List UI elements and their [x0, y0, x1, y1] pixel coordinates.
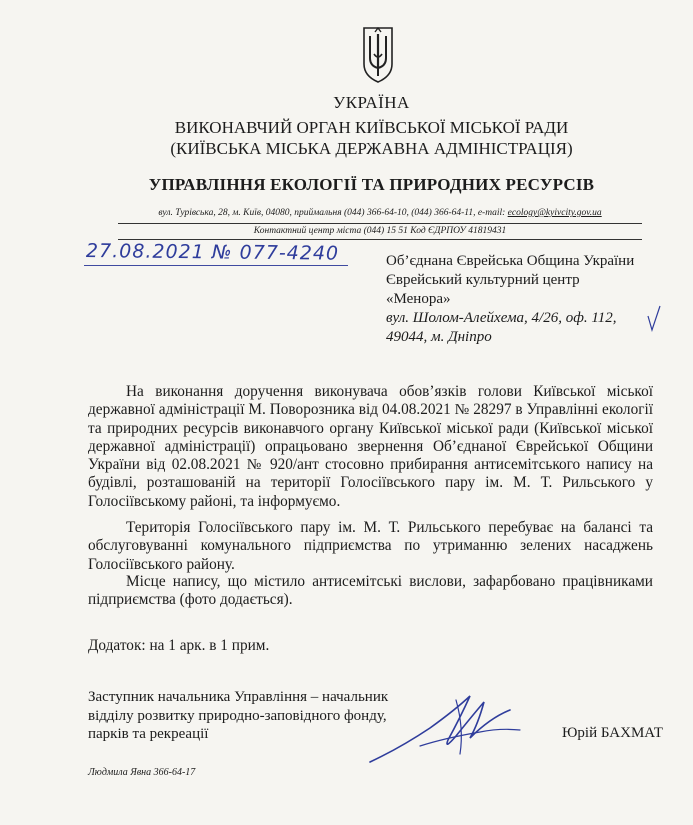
header-divider-1	[118, 223, 642, 224]
country-heading: УКРАЇНА	[333, 93, 410, 112]
addressee-city: 49044, м. Дніпро	[386, 329, 492, 345]
addressee-line2: Єврейський культурний центр	[386, 272, 580, 288]
signatory-title-line3: парків та рекреації	[88, 726, 209, 742]
trident-emblem-icon	[361, 24, 395, 84]
signatory-title	[88, 688, 388, 744]
contact-line-center: Контактний центр міста (044) 15 51 Код ЄДРПОУ 41819431	[253, 226, 507, 236]
registration-underline	[84, 265, 348, 266]
signatory-name: Юрій БАХМАТ	[562, 725, 663, 741]
body-paragraph-1: На виконання доручення виконувача обов’язків голови Київської міської державної адміністрації М. Поворозника від 04.08.2021 № 28297 в Управлінні екології та природних ресурсів виконавчого органу Київської міської ради (Київської міської державної адміністрації) опрацьовано звернення Об’єднаної Єврейської Общини України від 02.08.2021 № 920/ант стосовно прибирання антисемітського напису на будівлі, розташованій на території Голосіївського пару ім. М. Т. Рильського у Голосіївському районі, та інформуємо.	[88, 383, 653, 510]
contact-email-link[interactable]: ecology@kyivcity.gov.ua	[507, 208, 602, 218]
addressee-street: вул. Шолом-Алейхема, 4/26, оф. 112,	[386, 310, 617, 326]
attachment-note: Додаток: на 1 арк. в 1 прим.	[88, 637, 270, 654]
signatory-title-line1: Заступник начальника Управління – начальник	[88, 689, 389, 705]
addressee-line1: Об’єднана Єврейська Община України	[386, 253, 635, 269]
addressee-line3: «Менора»	[386, 291, 451, 307]
department-heading: УПРАВЛІННЯ ЕКОЛОГІЇ ТА ПРИРОДНИХ РЕСУРСІВ	[148, 175, 595, 194]
contact-line-address	[120, 208, 640, 218]
body-paragraph-2: Територія Голосіївського пару ім. М. Т. Рильського перебуває на балансі та обслуговуванні комунального підприємства по утриманню зелених насаджень Голосіївського району.	[88, 519, 653, 573]
contact-address-text: вул. Турівська, 28, м. Київ, 04080, приймальня (044) 366-64-10, (044) 366-64-11, e-mail:	[158, 208, 508, 218]
body-paragraph-3: Місце напису, що містило антисемітські вислови, зафарбовано працівниками підприємства (фото додається).	[88, 573, 653, 609]
organization-heading-line1: ВИКОНАВЧИЙ ОРГАН КИЇВСЬКОЇ МІСЬКОЇ РАДИ	[174, 118, 569, 137]
handwritten-checkmark-icon	[646, 304, 662, 332]
handwritten-signature-icon	[360, 688, 530, 770]
organization-heading-line2: (КИЇВСЬКА МІСЬКА ДЕРЖАВНА АДМІНІСТРАЦІЯ)	[170, 139, 573, 158]
registration-number-stamp: 27.08.2021 № 077-4240	[85, 240, 340, 265]
signatory-title-line2: відділу розвитку природно-заповідного фонду,	[88, 707, 387, 724]
header-divider-2	[118, 239, 642, 240]
executor-footer: Людмила Явна 366-64-17	[88, 767, 196, 778]
